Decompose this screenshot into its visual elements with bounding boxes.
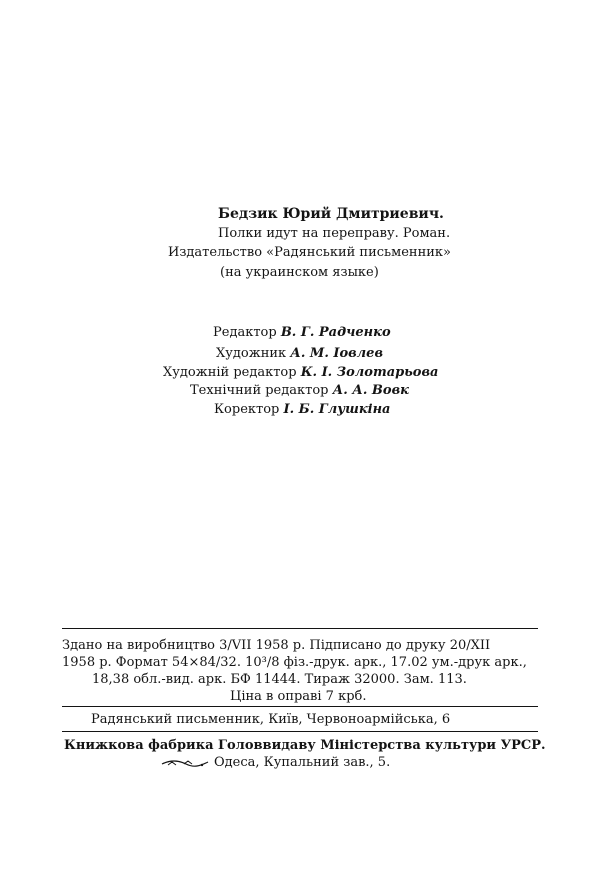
credit-artist — [216, 347, 383, 360]
production-line-2: 1958 р. Формат 54×84/32. 10³/8 фіз.-друк. арк., 17.02 ум.-друк арк., — [62, 655, 527, 670]
credit-person: І. Б. Глушкіна — [283, 402, 391, 417]
credit-art-editor — [163, 366, 438, 379]
bottom-rule — [62, 731, 538, 732]
credit-role: Технічний редактор — [190, 383, 329, 398]
credit-editor — [213, 326, 391, 339]
production-line-1: Здано на виробництво 3/VII 1958 р. Підписано до друку 20/XII — [62, 638, 491, 653]
printer-mark-icon — [160, 756, 210, 768]
credit-role: Редактор — [213, 325, 277, 340]
book-title-line: Полки идут на переправу. Роман. — [218, 226, 451, 241]
publisher-line: Издательство «Радянський письменник» — [168, 245, 451, 260]
credit-person: А. М. Іовлев — [290, 346, 383, 361]
credit-role: Художник — [216, 346, 287, 361]
author-name: Бедзик Юрий Дмитриевич. — [218, 206, 444, 222]
middle-rule — [62, 706, 538, 707]
production-line-3: 18,38 обл.-вид. арк. БФ 11444. Тираж 32000. Зам. 113. — [92, 672, 467, 687]
credit-person: В. Г. Радченко — [280, 325, 391, 340]
credit-tech-editor — [190, 384, 409, 397]
credit-role: Коректор — [214, 402, 280, 417]
price-line: Ціна в оправі 7 крб. — [230, 689, 367, 704]
printer-line-2: Одеса, Купальний зав., 5. — [214, 755, 391, 770]
credit-proofreader — [214, 403, 390, 416]
printer-line-1: Книжкова фабрика Головвидаву Міністерства культури УРСР. — [64, 738, 546, 753]
credit-person: К. І. Золотарьова — [300, 365, 439, 380]
credit-role: Художній редактор — [163, 365, 297, 380]
language-note: (на украинском языке) — [220, 265, 379, 280]
top-rule — [62, 628, 538, 629]
credit-person: А. А. Вовк — [332, 383, 409, 398]
publisher-address: Радянський письменник, Київ, Червоноармійська, 6 — [91, 712, 451, 727]
